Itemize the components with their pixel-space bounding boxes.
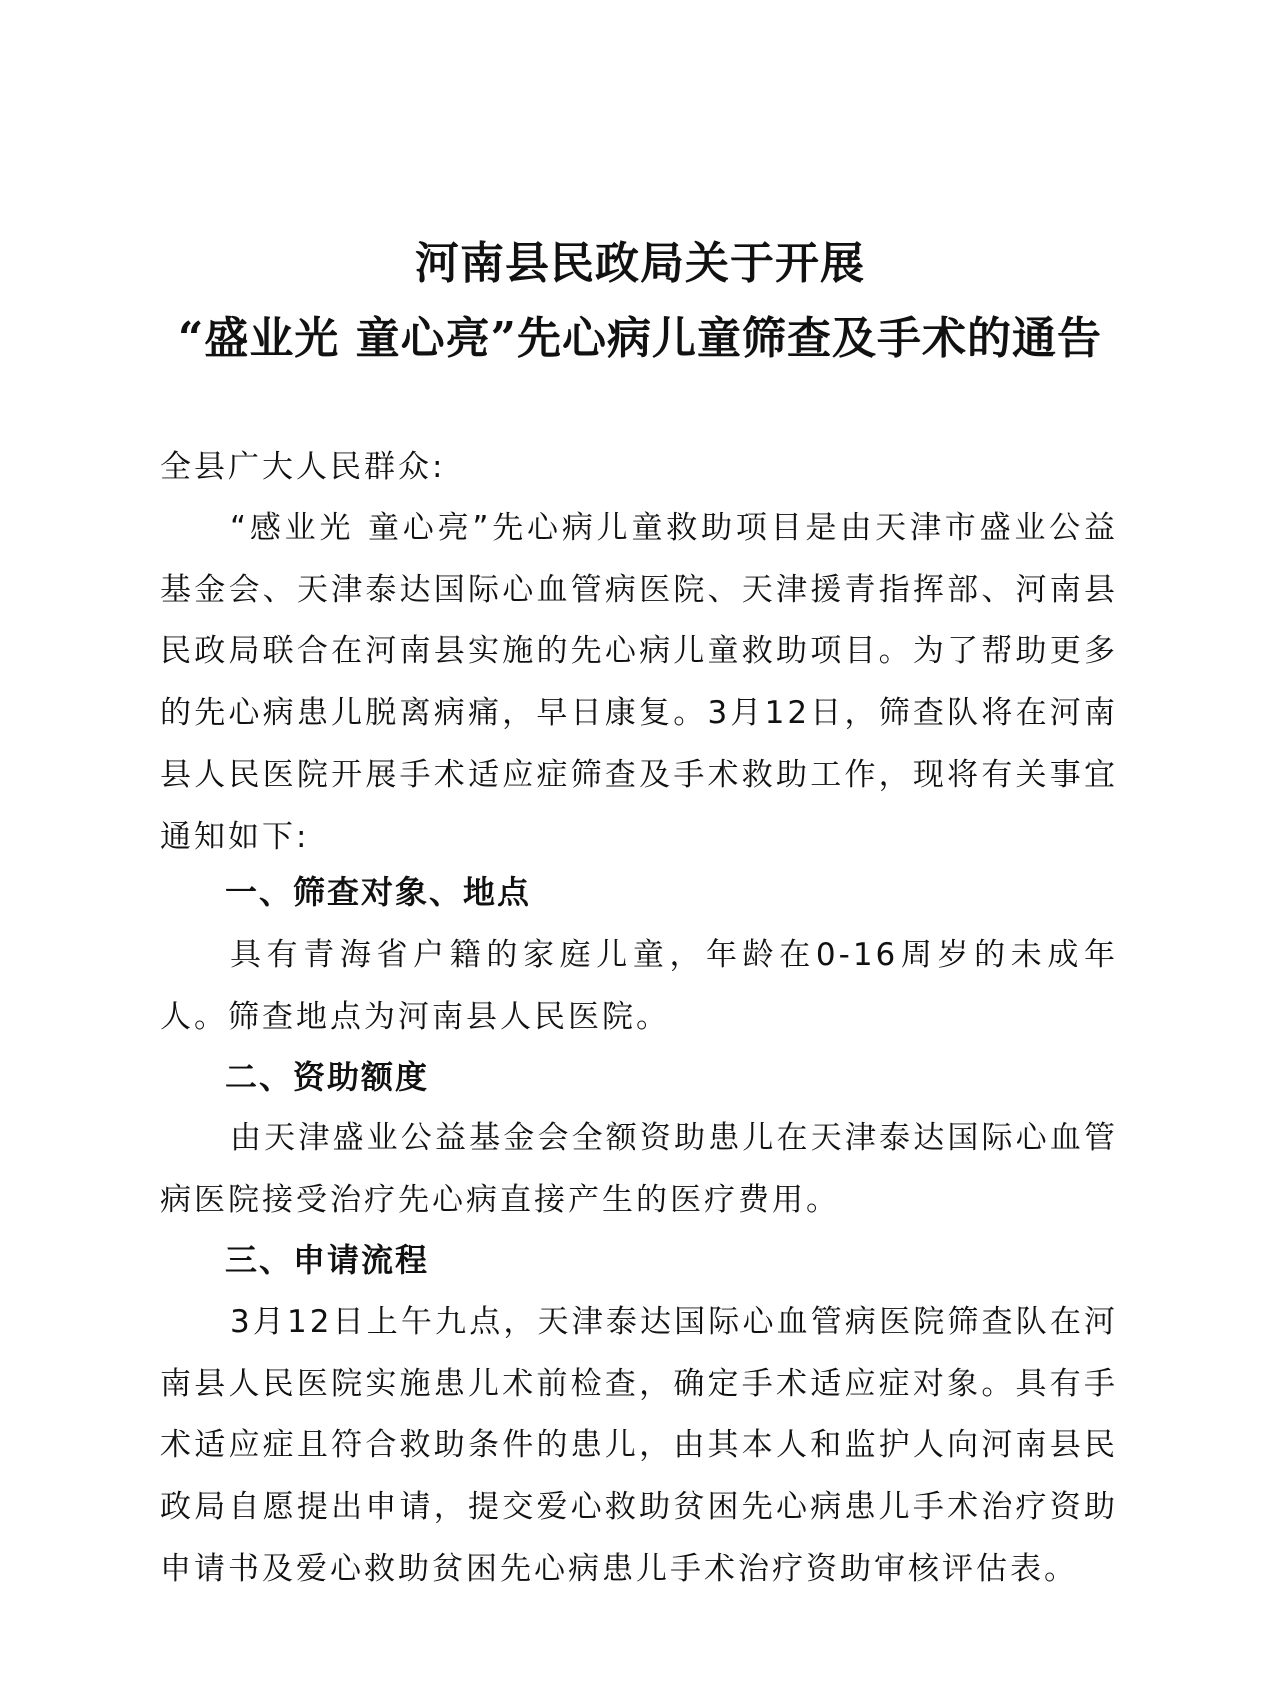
section-heading-3: 三、申请流程 [225, 1241, 430, 1279]
section-content-2 [160, 1108, 1118, 1231]
section-content-2-text: 由天津盛业公益基金会全额资助患儿在天津泰达国际心血管病医院接受治疗先心病直接产生的医疗费用。 [160, 1120, 1118, 1218]
document-title-line-2: “盛业光 童心亮”先心病儿童筛查及手术的通告 [178, 313, 1102, 364]
section-content-1-text: 具有青海省户籍的家庭儿童，年龄在0-16周岁的未成年人。筛查地点为河南县人民医院。 [160, 937, 1118, 1035]
section-heading-1: 一、筛查对象、地点 [225, 873, 532, 911]
intro-paragraph [160, 498, 1118, 868]
intro-paragraph-text: “感业光 童心亮”先心病儿童救助项目是由天津市盛业公益基金会、天津泰达国际心血管病医院、天津援青指挥部、河南县民政局联合在河南县实施的先心病儿童救助项目。为了帮助更多的先心病患儿脱离病痛，早日康复。3月12日，筛查队将在河南县人民医院开展手术适应症筛查及手术救助工作，现将有关事宜通知如下: [160, 510, 1118, 855]
salutation [160, 437, 1118, 499]
section-content-3-text: 3月12日上午九点，天津泰达国际心血管病医院筛查队在河南县人民医院实施患儿术前检查，确定手术适应症对象。具有手术适应症且符合救助条件的患儿，由其本人和监护人向河南县民政局自愿提出申请，提交爱心救助贫困先心病患儿手术治疗资助申请书及爱心救助贫困先心病患儿手术治疗资助审核评估表。 [160, 1304, 1118, 1587]
document-title-line-1: 河南县民政局关于开展 [415, 238, 865, 289]
section-content-1 [160, 925, 1118, 1048]
section-heading-2: 二、资助额度 [225, 1058, 430, 1096]
section-content-3 [160, 1292, 1118, 1601]
salutation-text: 全县广大人民群众: [160, 449, 446, 485]
